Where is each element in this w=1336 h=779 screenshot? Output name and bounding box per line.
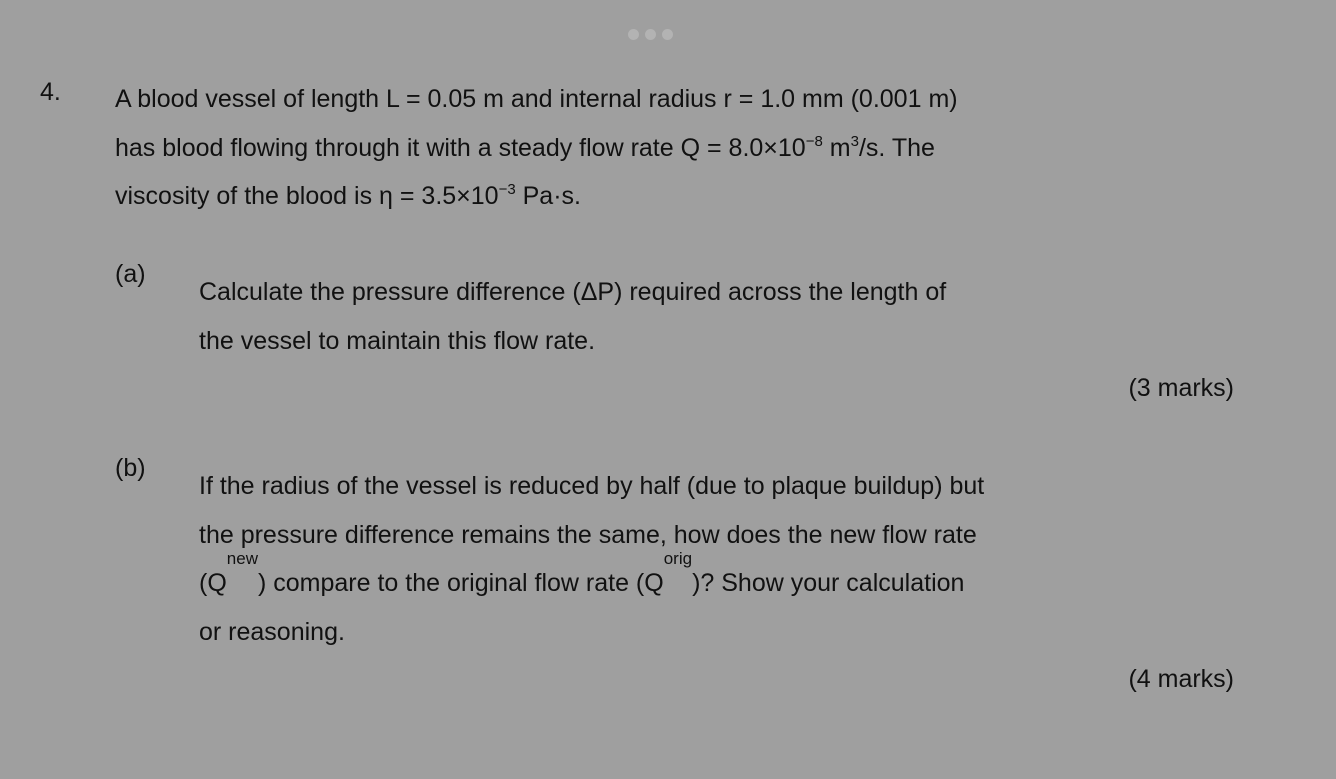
part-b-text [199,462,1065,656]
question-number: 4. [40,78,61,106]
question-stem [115,75,1070,221]
part-b-line-3: (Q new ) compare to the original flow rate (Q orig )? Show your calculation [199,549,965,597]
part-b-line-4: or reasoning. [199,617,345,646]
stem-line-3: viscosity of the blood is $\eta = 3.5\times 10^{-3}$ Pa·s. [115,181,581,210]
part-a-line-2: the vessel to maintain this flow rate. [199,326,596,355]
stem-line-2: has blood flowing through it with a steady flow rate $Q = 8.0\times 10^{-8}$ $m^3/s$. The [115,132,935,162]
part-b-line-2: the pressure difference remains the same, how does the new flow rate [199,520,977,549]
more-options-dots[interactable] [628,29,673,40]
part-b-marks: (4 marks) [1128,665,1234,693]
part-b-line-1: If the radius of the vessel is reduced by half (due to plaque buildup) but [199,472,985,500]
part-a-text [199,268,1065,365]
stem-line-1: A blood vessel of length L = 0.05 m and internal radius r = 1.0 mm (0.001 m) [115,85,958,113]
part-a-line-1: Calculate the pressure difference (ΔP) required across the length of [199,278,947,306]
part-a-marks: (3 marks) [1128,374,1234,402]
dot-1 [628,29,639,40]
dot-3 [662,29,673,40]
part-a-label: (a) [115,260,146,288]
dot-2 [645,29,656,40]
part-b-label: (b) [115,454,146,482]
